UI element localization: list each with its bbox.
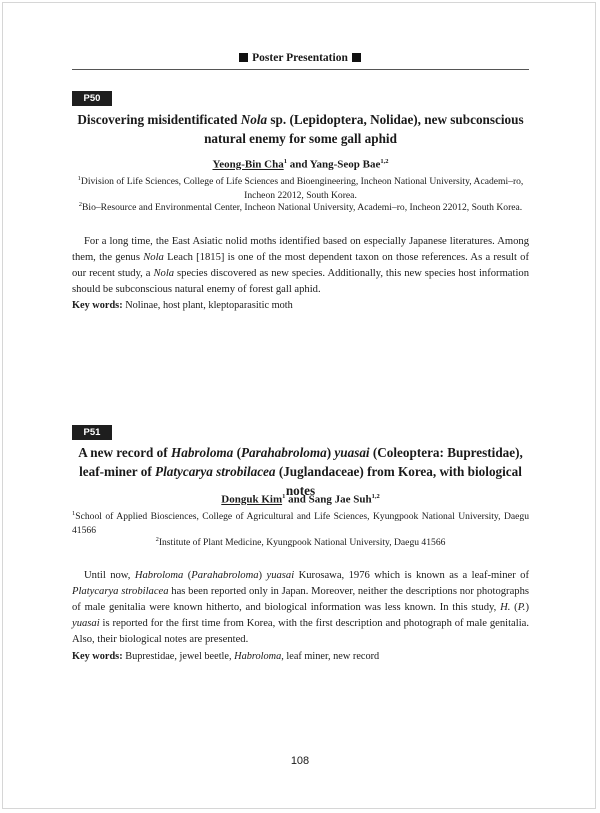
abstract-text: has been reported only in Japan. Moreover, neither the descriptions nor photographs of male genitalia were known hitherto, and biological information was less known. In this study, (72, 586, 529, 613)
section-header-label: Poster Presentation (252, 52, 348, 64)
title-text: Discovering misidentificated (77, 112, 241, 127)
title-species: yuasai (334, 445, 370, 460)
abstract-text: ) (525, 602, 529, 613)
keywords-text: , leaf miner, new record (281, 651, 380, 662)
poster-badge-p51: P51 (72, 425, 112, 440)
page-number: 108 (290, 755, 310, 767)
affiliation-text: Institute of Plant Medicine, Kyungpook National University, Daegu 41566 (158, 537, 446, 549)
square-icon (352, 53, 361, 62)
affiliation-2-p51 (72, 533, 529, 550)
title-genus: Habroloma (170, 445, 234, 460)
title-subgenus: Parahabroloma (240, 445, 327, 460)
title-host-plant: Platycarya strobilacea (155, 464, 276, 479)
co-author: and Yang-Seop Bae (286, 158, 381, 171)
title-text: (Coleoptera: Buprestidae), (369, 445, 523, 460)
abstract-p51 (72, 568, 529, 648)
affiliation-mark: 1 (72, 510, 76, 517)
section-header (0, 52, 600, 64)
abstract-host-plant: Platycarya strobilacea (72, 586, 169, 597)
abstract-species: yuasai (266, 570, 295, 581)
keywords-label: Key words: (72, 651, 123, 662)
affiliation-mark: 2 (155, 536, 159, 543)
title-text: sp. (Lepidoptera, Nolidae), new subconscious (267, 112, 524, 127)
co-author: and Sang Jae Suh (285, 493, 372, 506)
abstract-genus: Nola (153, 268, 175, 279)
abstract-text: ) (258, 570, 267, 581)
abstract-species: yuasai (72, 618, 100, 629)
abstract-text: Kurosawa, 1976 which is known as a leaf-miner of (294, 570, 529, 581)
affiliation-text: Division of Life Sciences, College of Life Sciences and Bioengineering, Incheon National University, Academi–ro, Incheon 22012, South Korea. (80, 176, 524, 202)
keywords-label: Key words: (72, 300, 123, 311)
affiliation-text: School of Applied Biosciences, College of Agricultural and Life Sciences, Kyungpook National University, Daegu 41566 (72, 511, 529, 537)
title-text: ( (233, 445, 241, 460)
abstract-subgenus: Parahabroloma (191, 570, 259, 581)
title-genus: Nola (240, 112, 268, 127)
author-affiliation-mark: 1 (282, 493, 286, 500)
keywords-genus: Habroloma (234, 651, 282, 662)
poster-authors-p51 (72, 493, 529, 506)
title-text: ) (326, 445, 335, 460)
presenting-author: Donguk Kim (221, 493, 283, 506)
author-affiliation-mark: 1,2 (371, 493, 380, 500)
abstract-p50 (72, 234, 529, 298)
poster-title-p50 (72, 110, 529, 148)
header-divider (72, 69, 529, 70)
presenting-author: Yeong-Bin Cha (212, 158, 284, 171)
abstract-text: ( (510, 602, 518, 613)
poster-authors-p50 (72, 158, 529, 171)
keywords-p50 (72, 300, 529, 311)
title-text: natural enemy for some gall aphid (204, 131, 397, 146)
affiliation-2-p50 (72, 198, 529, 215)
poster-title-p51 (72, 443, 529, 500)
square-icon (239, 53, 248, 62)
title-text: A new record of (78, 445, 171, 460)
abstract-text: is reported for the first time from Korea, with the first description and photograph of male genitalia. Also, their biological notes are presented. (72, 618, 529, 645)
abstract-text: species discovered as new species. Additionally, this new species host information should be subconscious natural enemy of forest gall aphid. (72, 268, 529, 295)
abstract-genus-abbr: H. (500, 602, 511, 613)
affiliation-mark: 1 (77, 175, 81, 182)
author-affiliation-mark: 1 (283, 158, 287, 165)
abstract-subgenus-abbr: P. (517, 602, 526, 613)
abstract-text: ( (183, 570, 192, 581)
abstract-genus: Habroloma (134, 570, 184, 581)
poster-badge-p50: P50 (72, 91, 112, 106)
abstract-genus: Nola (143, 252, 164, 263)
abstract-text: For a long time, the East Asiatic nolid moths identified based on especially Japanese literatures. Among them, the genus (72, 236, 529, 263)
affiliation-text: Bio–Resource and Environmental Center, Incheon National University, Academi–ro, Incheon 22012, South Korea. (82, 202, 523, 214)
keywords-text: Nolinae, host plant, kleptoparasitic moth (122, 300, 293, 311)
abstract-text: Until now, (84, 570, 135, 581)
keywords-p51 (72, 651, 529, 662)
abstract-text: Leach [1815] is one of the most dependent taxon on those references. As a result of our recent study, a (72, 252, 529, 279)
title-text: leaf-miner of (79, 464, 156, 479)
author-affiliation-mark: 1,2 (380, 158, 389, 165)
keywords-text: Buprestidae, jewel beetle, (122, 651, 235, 662)
title-text: (Juglandaceae) from Korea, with biological notes (275, 464, 522, 498)
affiliation-mark: 2 (78, 201, 83, 208)
